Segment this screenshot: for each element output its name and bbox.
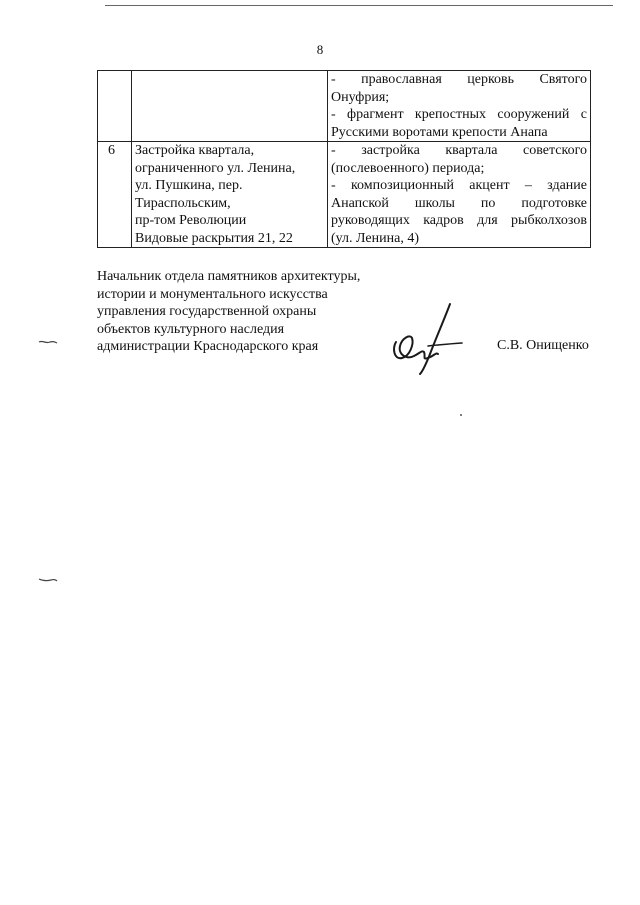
table-row (98, 71, 591, 142)
elements-cell (328, 71, 591, 142)
element-line: Онуфрия; (331, 89, 390, 105)
margin-mark (38, 338, 58, 346)
object-line: Застройка квартала, (135, 143, 255, 158)
monuments-table (97, 70, 591, 248)
signer-name: С.В. Онищенко (497, 338, 589, 353)
object-line: Видовые раскрытия 21, 22 (135, 230, 293, 246)
margin-mark (38, 576, 58, 584)
element-line: руководящих кадров для рыбколхозов (331, 213, 587, 228)
row-number: 6 (98, 142, 132, 248)
signatory-title-line: администрации Краснодарского края (97, 339, 319, 354)
element-line: - православная церковь Святого (331, 72, 587, 87)
row-number (98, 71, 132, 142)
signatory-title-line: Начальник отдела памятников архитектуры, (97, 269, 361, 284)
page-number: 8 (316, 42, 324, 57)
signatory-title-line: истории и монументального искусства (97, 286, 328, 302)
element-line: (ул. Ленина, 4) (331, 230, 419, 246)
object-line: ул. Пушкина, пер. (135, 178, 243, 193)
object-line: Тираспольским, (135, 195, 231, 211)
signatory-title-line: управления государственной охраны (97, 304, 317, 319)
element-line: Анапской школы по подготовке (331, 195, 587, 211)
speck-mark (460, 414, 462, 416)
signatory-title (97, 268, 360, 356)
table-row (98, 142, 591, 248)
element-line: (послевоенного) периода; (331, 160, 485, 176)
object-line: пр-том Революции (135, 213, 247, 228)
element-line: - застройка квартала советского (331, 143, 587, 158)
object-line: ограниченного ул. Ленина, (135, 160, 296, 176)
object-cell (132, 142, 328, 248)
scan-edge-line (105, 5, 613, 6)
signatory-title-line: объектов культурного наследия (97, 321, 285, 337)
object-cell (132, 71, 328, 142)
elements-cell (328, 142, 591, 248)
element-line: Русскими воротами крепости Анапа (331, 124, 548, 140)
element-line: - фрагмент крепостных сооружений с (331, 107, 587, 122)
handwritten-signature (388, 298, 468, 376)
element-line: - композиционный акцент – здание (331, 178, 587, 193)
